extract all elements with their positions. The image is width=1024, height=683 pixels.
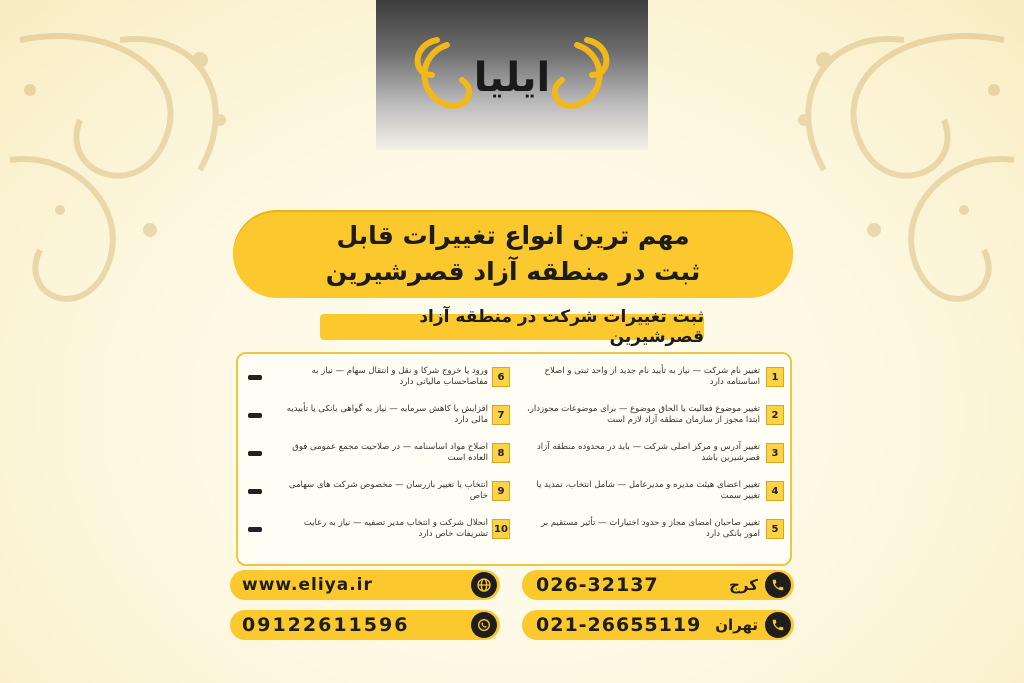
item-number: 7 xyxy=(492,405,510,425)
ornament-decoration xyxy=(0,0,250,330)
bullet-dash-icon xyxy=(248,489,262,494)
bullet-dash-icon xyxy=(248,413,262,418)
item-number: 9 xyxy=(492,481,510,501)
ornament-decoration xyxy=(774,0,1024,330)
main-title xyxy=(233,210,793,298)
website-link[interactable]: www.eliya.ir xyxy=(242,575,373,595)
karaj-label: کرج xyxy=(729,576,758,594)
list-item xyxy=(244,438,510,468)
changes-list xyxy=(236,352,792,566)
item-number: 2 xyxy=(766,405,784,425)
list-item xyxy=(518,400,784,430)
globe-icon xyxy=(471,572,497,598)
item-text: تغییر نام شرکت — نیاز به تأیید نام جدید از واحد ثبتی و اصلاح اساسنامه دارد xyxy=(544,366,760,387)
tehran-phone[interactable]: 021-26655119 xyxy=(536,614,702,636)
logo-text: ایلیا xyxy=(473,55,551,101)
karaj-phone[interactable]: 026-32137 xyxy=(536,574,659,596)
item-text: انحلال شرکت و انتخاب مدیر تصفیه — نیاز به رعایت تشریفات خاص دارد xyxy=(303,518,488,539)
contact-tehran[interactable] xyxy=(522,610,794,640)
item-text: تغییر اعضای هیئت مدیره و مدیرعامل — شامل انتخاب، تمدید یا تغییر سمت xyxy=(536,480,760,501)
subtitle: ثبت تغییرات شرکت در منطقه آزاد قصرشیرین xyxy=(320,314,704,340)
bullet-dash-icon xyxy=(248,527,262,532)
list-column-right xyxy=(518,362,784,552)
phone-icon xyxy=(765,572,791,598)
list-item xyxy=(244,362,510,392)
mobile-number[interactable]: 09122611596 xyxy=(242,614,410,636)
contact-website[interactable] xyxy=(230,570,500,600)
bullet-dash-icon xyxy=(248,375,262,380)
list-item xyxy=(244,400,510,430)
list-item xyxy=(518,362,784,392)
list-column-left xyxy=(244,362,510,552)
item-number: 5 xyxy=(766,519,784,539)
item-text: افزایش یا کاهش سرمایه — نیاز به گواهی بانکی یا تأییدیه مالی دارد xyxy=(286,404,488,425)
list-item xyxy=(244,476,510,506)
item-text: تغییر موضوع فعالیت یا الحاق موضوع — برای موضوعات مجوزدار، ابتدا مجوز از سازمان منطقه آزاد لازم است xyxy=(526,404,760,425)
contact-mobile[interactable] xyxy=(230,610,500,640)
item-text: اصلاح مواد اساسنامه — در صلاحیت مجمع عمومی فوق العاده است xyxy=(292,442,488,463)
contact-karaj[interactable] xyxy=(522,570,794,600)
item-number: 8 xyxy=(492,443,510,463)
item-number: 10 xyxy=(492,519,510,539)
item-text: انتخاب یا تغییر بازرسان — مخصوص شرکت های سهامی خاص xyxy=(288,480,488,501)
list-item xyxy=(518,438,784,468)
item-number: 3 xyxy=(766,443,784,463)
list-item xyxy=(244,514,510,544)
tehran-label: تهران xyxy=(715,616,758,634)
item-text: تغییر آدرس و مرکز اصلی شرکت — باید در محدوده منطقه آزاد قصرشیرین باشد xyxy=(537,442,760,463)
item-text: ورود یا خروج شرکا و نقل و انتقال سهام — نیاز به مفاصاحساب مالیاتی دارد xyxy=(311,366,488,387)
title-line-2: ثبت در منطقه آزاد قصرشیرین xyxy=(325,257,701,286)
bullet-dash-icon xyxy=(248,451,262,456)
list-item xyxy=(518,476,784,506)
item-text: تغییر صاحبان امضای مجاز و حدود اختیارات — تأثیر مستقیم بر امور بانکی دارد xyxy=(541,518,760,539)
title-line-1: مهم ترین انواع تغییرات قابل xyxy=(336,221,690,250)
logo-panel xyxy=(376,0,648,150)
whatsapp-icon xyxy=(471,612,497,638)
list-item xyxy=(518,514,784,544)
item-number: 4 xyxy=(766,481,784,501)
eliya-logo xyxy=(407,25,617,125)
phone-icon xyxy=(765,612,791,638)
item-number: 1 xyxy=(766,367,784,387)
item-number: 6 xyxy=(492,367,510,387)
